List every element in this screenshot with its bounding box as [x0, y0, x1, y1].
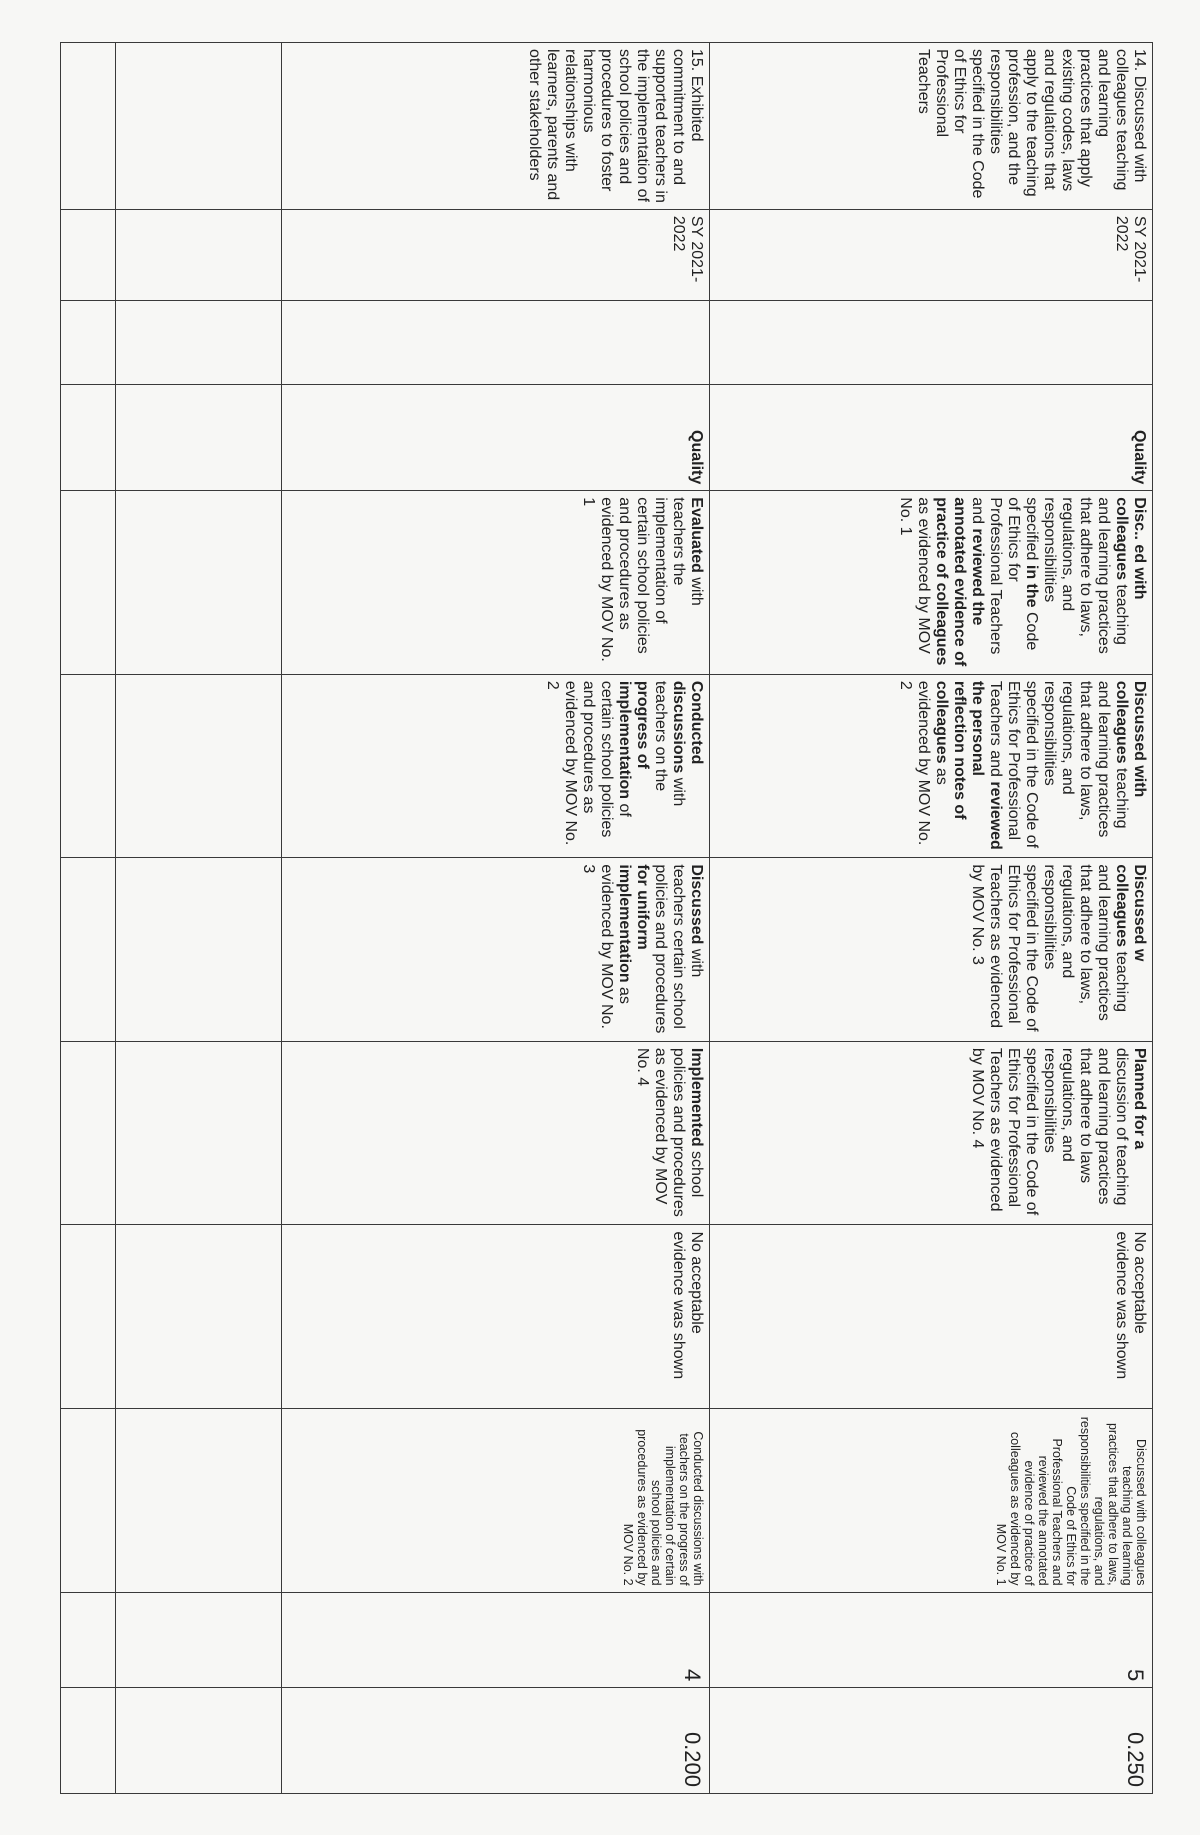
rubric-text: teaching and learning practices that adhere to laws, regulations, and responsibilities specified — [1023, 497, 1130, 654]
rubric-text: teaching and learning practices that adhere to laws, regulations, and responsibilities specified in the Code of Ethics for Professional Teachers and — [987, 680, 1130, 849]
objective-cell: 15. Exhibited commitment to and supported teachers in the implementation of school policies and procedures to foster harmonious relationships with learners, parents and other stakeholders — [282, 43, 710, 210]
empty-cell — [116, 209, 282, 300]
rubric-level-2-cell — [282, 1041, 710, 1225]
rubric-text: with teachers certain school policies and procedures — [652, 864, 706, 1034]
rubric-level-3-cell — [710, 858, 1153, 1042]
rubric-text: school policies and procedures as evidenced by MOV No. 4 — [634, 1047, 706, 1217]
empty-cell — [116, 1225, 282, 1409]
rubric-text: Discussed — [688, 864, 706, 945]
blank-cell — [282, 301, 710, 384]
rating-cell: 5 — [710, 1592, 1153, 1688]
rubric-text: reviewed the annotated evidence of practice of colleagues — [933, 497, 986, 667]
table-row — [710, 43, 1153, 1794]
empty-cell — [116, 43, 282, 210]
empty-cell — [116, 384, 282, 491]
empty-cell — [116, 674, 282, 858]
objective-cell: 14. Discussed with colleagues teaching and learning practices that apply existing codes, laws and regulations that apply to the teaching profession, and the responsibilities specified in the Code of Ethics for Professional Teachers — [710, 43, 1153, 210]
score-cell: 0.250 — [710, 1688, 1153, 1794]
rubric-text: Planned for a — [1131, 1047, 1148, 1150]
rubric-text: colleagues — [1113, 864, 1130, 948]
rubric-level-4-cell — [710, 674, 1153, 858]
rubric-text: reviewed the personal reflection notes of colleagues — [933, 680, 1004, 850]
empty-cell — [116, 1592, 282, 1688]
empty-cell — [61, 301, 116, 384]
rubric-text: Conducted discussions — [670, 680, 706, 774]
empty-cell — [61, 1688, 116, 1794]
empty-cell — [116, 858, 282, 1042]
empty-cell — [61, 1225, 116, 1409]
empty-cell — [61, 674, 116, 858]
empty-row — [116, 43, 282, 1794]
rubric-text: Implemented — [688, 1047, 706, 1147]
rubric-text: colleagues — [1113, 497, 1130, 580]
rubric-text: for uniform implementation — [616, 864, 652, 983]
rubric-text: Disc.. ed with — [1131, 497, 1148, 600]
rubric-text: Discussed w — [1131, 864, 1148, 962]
empty-cell — [61, 1409, 116, 1593]
empty-cell — [61, 491, 116, 675]
empty-cell — [61, 858, 116, 1042]
rubric-text: of certain school policies and procedures as evidenced by MOV No. 2 — [544, 680, 634, 846]
rubric-text: discussion of teaching and learning practices that adhere to laws regulations, and responsibilities specified in the Code of Ethics for Professional Teachers as evidenced by MOV No. 4 — [969, 1047, 1130, 1216]
rubric-text: No acceptable evidence was shown — [1113, 1231, 1148, 1380]
empty-cell — [61, 43, 116, 210]
rubric-text: Discussed with colleagues — [1113, 680, 1148, 798]
rubric-level-5-cell — [282, 491, 710, 675]
rubric-text: certain school — [634, 497, 652, 596]
rubric-level-4-cell — [282, 674, 710, 858]
rubric-level-1-cell — [282, 1225, 710, 1409]
empty-cell — [116, 1041, 282, 1225]
period-cell: SY 2021-2022 — [282, 209, 710, 300]
rubric-text: Evaluated — [688, 497, 706, 573]
rubric-text: Code of Ethics for Professional Teachers and — [969, 497, 1040, 655]
rubric-text: policies and procedures as evidenced by MOV No. 1 — [580, 497, 652, 662]
rubric-text: as evidenced by MOV No. 1 — [897, 497, 932, 654]
rubric-level-5-cell — [710, 491, 1153, 675]
rubric-text: progress of implementation — [616, 680, 652, 800]
table-row — [282, 43, 710, 1794]
rubric-text: with teachers the implementation of — [652, 497, 706, 624]
rubric-text: with teachers on the — [652, 680, 688, 807]
empty-cell — [116, 491, 282, 675]
empty-row — [61, 43, 116, 1794]
blank-cell — [710, 301, 1153, 384]
empty-cell — [61, 384, 116, 491]
criterion-cell: Quality — [282, 384, 710, 491]
empty-cell — [61, 209, 116, 300]
rating-cell: 4 — [282, 1592, 710, 1688]
narrative-cell: Conducted discussions with teachers on the progress of implementation of certain school policies and procedures as evidenced by MOV No. 2 — [282, 1409, 710, 1593]
empty-cell — [61, 1041, 116, 1225]
rubric-level-2-cell — [710, 1041, 1153, 1225]
empty-cell — [116, 1409, 282, 1593]
rubric-level-1-cell — [710, 1225, 1153, 1409]
narrative-cell: Discussed with colleagues teaching and learning practices that adhere to laws, regulations, and responsibilities specified in the Code of Ethics for Professional Teachers and reviewed the annotated evidence of practice of colleagues as evidenced by MOV No. 1 — [710, 1409, 1153, 1593]
rubric-level-3-cell — [282, 858, 710, 1042]
rubric-text: in the — [1023, 564, 1040, 608]
period-cell: SY 2021-2022 — [710, 209, 1153, 300]
empty-cell — [61, 1592, 116, 1688]
criterion-cell: Quality — [710, 384, 1153, 491]
rating-table — [60, 42, 1153, 1794]
empty-cell — [116, 1688, 282, 1794]
rubric-text: as evidenced by MOV No. 3 — [580, 864, 634, 1029]
score-cell: 0.200 — [282, 1688, 710, 1794]
rubric-text: as evidenced by MOV No. 2 — [897, 680, 950, 846]
rubric-text: No acceptable evidence was shown — [670, 1231, 706, 1380]
empty-cell — [116, 301, 282, 384]
rubric-text: teaching and learning practices that adhere to laws, regulations, and responsibilities specified in the Code of Ethics for Professional Teachers as evidenced by MOV No. 3 — [969, 864, 1130, 1032]
